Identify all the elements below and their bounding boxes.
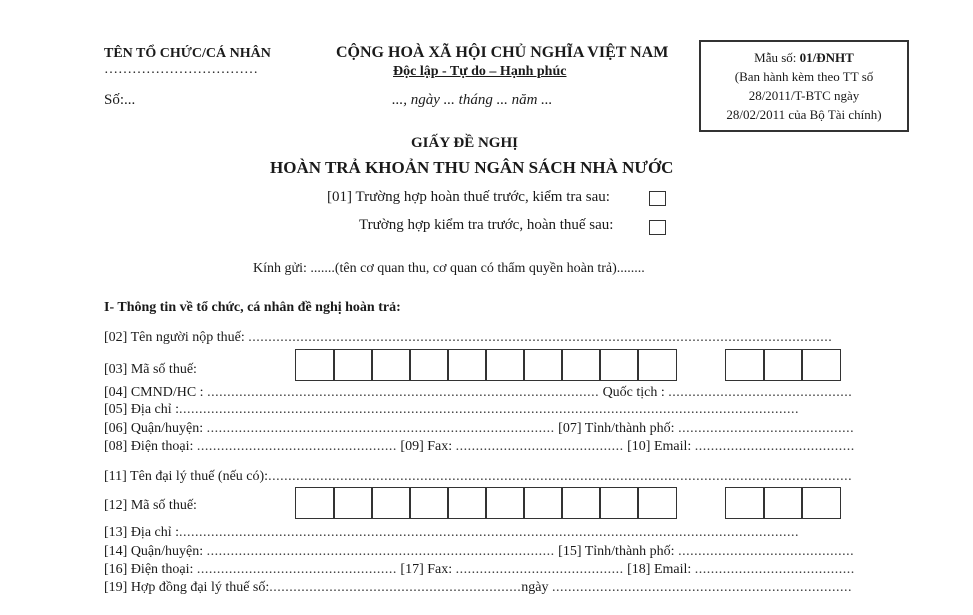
field-district-province[interactable] (104, 421, 854, 437)
field-district-label: [06] Quận/huyện: (104, 421, 207, 436)
checkbox-refund-first[interactable] (649, 191, 666, 206)
field-id-dots: .................................................................................................. (207, 385, 600, 400)
field-agent-province-dots: ............................................ (678, 544, 855, 559)
field-agent-contract-date-dots: ........................................................................... (552, 580, 852, 595)
form-code-line3: 28/2011/T-BTC ngày (748, 88, 860, 103)
agent-tax-code-cell[interactable] (561, 487, 601, 519)
tax-code-branch-cell[interactable] (763, 349, 803, 381)
field-nationality-dots: .............................................. (668, 385, 853, 400)
tax-code-cell[interactable] (295, 349, 335, 381)
field-phone-label: [08] Điện thoại: (104, 439, 197, 454)
field-address-dots: ........................................................................................................................................................... (179, 402, 800, 417)
org-dots: …………………………… (104, 62, 258, 77)
field-province-dots: ............................................ (678, 421, 855, 436)
field-email-label: [10] Email: (623, 439, 695, 454)
field-tax-code-label: [03] Mã số thuế: (104, 362, 197, 377)
national-motto: Độc lập - Tự do – Hạnh phúc (393, 64, 567, 79)
field-fax-dots: .......................................... (455, 439, 624, 454)
tax-code-cell[interactable] (447, 349, 487, 381)
form-code-line4: 28/02/2011 của Bộ Tài chính) (726, 107, 882, 122)
field-agent-contract-label: [19] Hợp đồng đại lý thuế số: (104, 580, 270, 595)
field-address-label: [05] Địa chỉ : (104, 402, 180, 417)
tax-code-cell[interactable] (523, 349, 563, 381)
tax-code-cell[interactable] (637, 349, 677, 381)
agent-tax-code-cell[interactable] (295, 487, 335, 519)
tax-code-branch-cell[interactable] (725, 349, 765, 381)
tax-code-cell[interactable] (599, 349, 639, 381)
field-agent-name-dots: .................................................................................................................................................. (268, 469, 853, 484)
field-agent-district-dots: ....................................................................................... (206, 544, 555, 559)
field-phone-dots: .................................................. (196, 439, 397, 454)
field-district-dots: ....................................................................................... (206, 421, 555, 436)
field-agent-name-label: [11] Tên đại lý thuế (nếu có): (104, 469, 269, 484)
field-agent-name[interactable] (104, 469, 852, 485)
field-taxpayer-name[interactable] (104, 330, 832, 346)
agent-tax-code-cell[interactable] (523, 487, 563, 519)
field-province-label: [07] Tỉnh/thành phố: (554, 421, 679, 436)
agent-tax-code-branch-cell[interactable] (763, 487, 803, 519)
agent-tax-code-grid-main[interactable] (295, 487, 675, 519)
field-agent-district-province[interactable] (104, 544, 854, 560)
form-code-line2: (Ban hành kèm theo TT số (734, 69, 874, 84)
field-agent-address-label: [13] Địa chỉ : (104, 525, 180, 540)
agent-tax-code-cell[interactable] (485, 487, 525, 519)
org-label: TÊN TỔ CHỨC/CÁ NHÂN (104, 46, 271, 61)
field-address[interactable] (104, 402, 799, 418)
field-taxpayer-name-dots: .................................................................................................................................................. (248, 330, 833, 345)
agent-tax-code-cell[interactable] (333, 487, 373, 519)
field-agent-contract[interactable] (104, 580, 852, 596)
field-id-label: [04] CMND/HC : (104, 385, 208, 400)
field-agent-contact[interactable] (104, 562, 855, 578)
option-refund-first: [01] Trường hợp hoàn thuế trước, kiểm tra sau: (327, 189, 610, 205)
field-agent-address-dots: ........................................................................................................................................................... (179, 525, 800, 540)
agent-tax-code-cell[interactable] (599, 487, 639, 519)
field-agent-phone-dots: .................................................. (196, 562, 397, 577)
field-agent-fax-label: [17] Fax: (396, 562, 456, 577)
form-code-box (699, 40, 909, 132)
tax-code-cell[interactable] (561, 349, 601, 381)
option-check-first: Trường hợp kiểm tra trước, hoàn thuế sau: (359, 217, 614, 233)
date-line: ..., ngày ... tháng ... năm ... (392, 92, 553, 108)
field-id-nationality[interactable] (104, 385, 852, 401)
field-email-dots: ........................................ (694, 439, 855, 454)
agent-tax-code-cell[interactable] (371, 487, 411, 519)
agent-tax-code-branch-cell[interactable] (801, 487, 841, 519)
field-agent-email-label: [18] Email: (623, 562, 695, 577)
agent-tax-code-branch-cell[interactable] (725, 487, 765, 519)
field-agent-contract-date-label: ngày (521, 580, 552, 595)
country-name: CỘNG HOÀ XÃ HỘI CHỦ NGHĨA VIỆT NAM (336, 44, 669, 61)
field-agent-email-dots: ........................................ (694, 562, 855, 577)
field-agent-address[interactable] (104, 525, 799, 541)
field-taxpayer-name-label: [02] Tên người nộp thuế: (104, 330, 249, 345)
agent-tax-code-cell[interactable] (447, 487, 487, 519)
tax-code-grid-branch[interactable] (725, 349, 839, 381)
agent-tax-code-cell[interactable] (637, 487, 677, 519)
field-fax-label: [09] Fax: (396, 439, 456, 454)
field-agent-province-label: [15] Tỉnh/thành phố: (554, 544, 679, 559)
section1-title: I- Thông tin về tổ chức, cá nhân đề nghị hoàn trả: (104, 300, 401, 315)
agent-tax-code-cell[interactable] (409, 487, 449, 519)
checkbox-check-first[interactable] (649, 220, 666, 235)
field-agent-contract-dots: ............................................................... (269, 580, 522, 595)
tax-code-branch-cell[interactable] (801, 349, 841, 381)
tax-code-cell[interactable] (409, 349, 449, 381)
document-number: Số:... (104, 92, 136, 108)
tax-code-cell[interactable] (371, 349, 411, 381)
field-agent-fax-dots: .......................................... (455, 562, 624, 577)
form-code: 01/ĐNHT (799, 50, 854, 65)
field-nationality-label: Quốc tịch : (599, 385, 669, 400)
tax-code-cell[interactable] (333, 349, 373, 381)
tax-code-grid-main[interactable] (295, 349, 675, 381)
field-contact[interactable] (104, 439, 855, 455)
title-line1: GIẤY ĐỀ NGHỊ (411, 135, 518, 151)
field-agent-tax-code-label: [12] Mã số thuế: (104, 498, 197, 513)
form-code-prefix: Mẫu số: (754, 50, 800, 65)
recipient-line: Kính gửi: .......(tên cơ quan thu, cơ quan có thẩm quyền hoàn trả)........ (253, 261, 645, 276)
form-code-line1 (701, 48, 907, 67)
field-agent-district-label: [14] Quận/huyện: (104, 544, 207, 559)
title-line2: HOÀN TRẢ KHOẢN THU NGÂN SÁCH NHÀ NƯỚC (270, 158, 674, 177)
agent-tax-code-grid-branch[interactable] (725, 487, 839, 519)
tax-code-cell[interactable] (485, 349, 525, 381)
field-agent-phone-label: [16] Điện thoại: (104, 562, 197, 577)
